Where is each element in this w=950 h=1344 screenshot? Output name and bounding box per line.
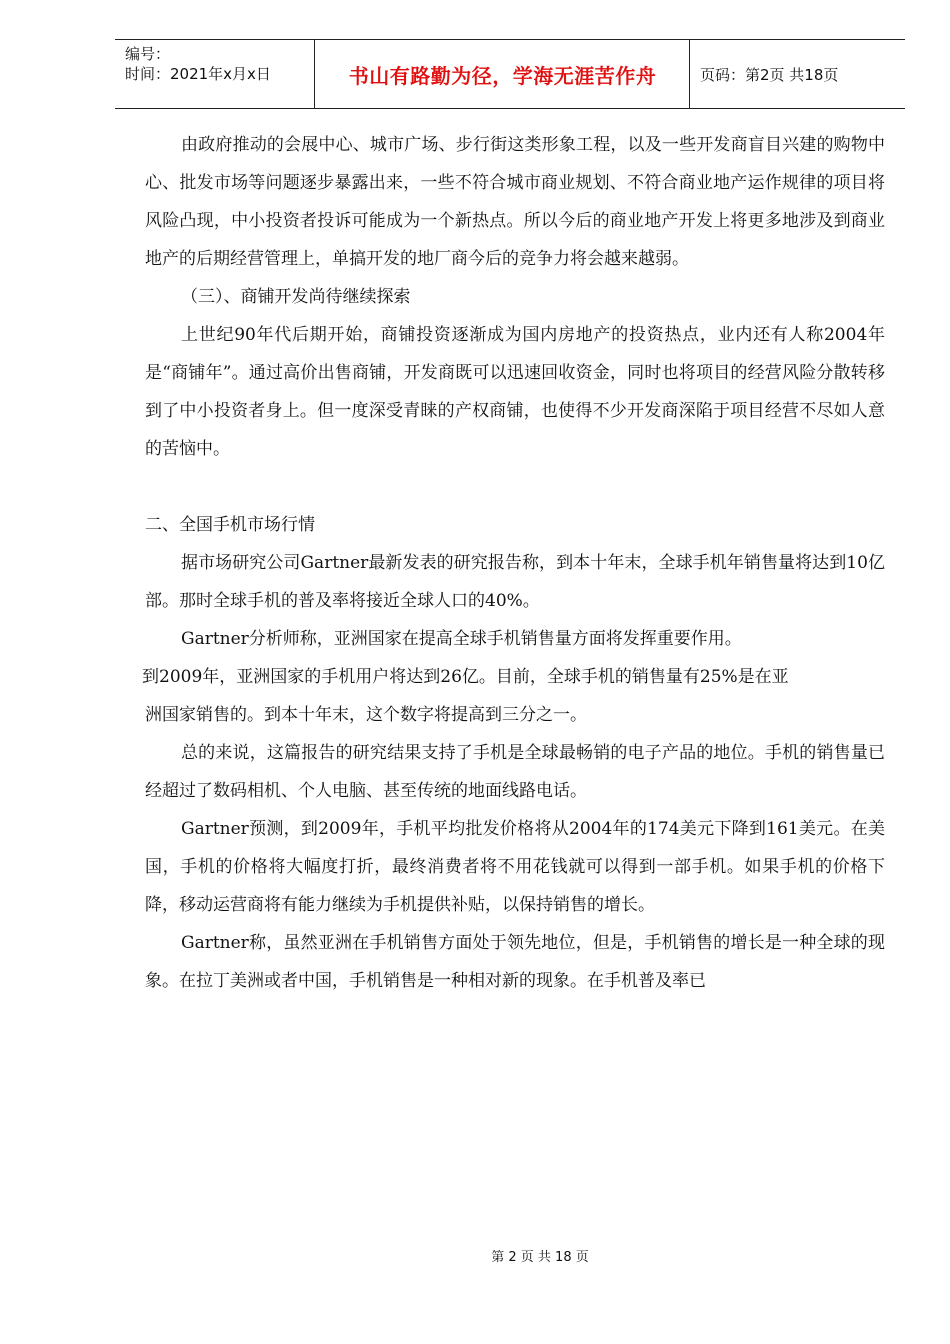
document-body (142, 126, 885, 1000)
header-meta (115, 40, 315, 108)
paragraph: 总的来说，这篇报告的研究结果支持了手机是全球最畅销的电子产品的地位。手机的销售量已经超过了数码相机、个人电脑、甚至传统的地面线路电话。 (145, 743, 885, 801)
page-header (115, 39, 905, 109)
paragraph: Gartner预测，到2009年，手机平均批发价格将从2004年的174美元下降到161美元。在美国，手机的价格将大幅度打折，最终消费者将不用花钱就可以得到一部手机。如果手机的价格下降，移动运营商将有能力继续为手机提供补贴，以保持销售的增长。 (145, 819, 885, 915)
subheading: （三）、商铺开发尚待继续探索 (181, 287, 411, 307)
time-label: 时间：2021年x月x日 (125, 65, 271, 83)
paragraph: 上世纪90年代后期开始，商铺投资逐渐成为国内房地产的投资热点，业内还有人称2004年是“商铺年”。通过高价出售商铺，开发商既可以迅速回收资金，同时也将项目的经营风险分散转移到了中小投资者身上。但一度深受青睐的产权商铺，也使得不少开发商深陷于项目经营不尽如人意的苦恼中。 (145, 325, 885, 459)
paragraph: Gartner分析师称，亚洲国家在提高全球手机销售量方面将发挥重要作用。 (181, 629, 742, 649)
header-motto: 书山有路勤为径，学海无涯苦作舟 (316, 40, 690, 108)
paragraph: 由政府推动的会展中心、城市广场、步行街这类形象工程，以及一些开发商盲目兴建的购物中心、批发市场等问题逐步暴露出来，一些不符合城市商业规划、不符合商业地产运作规律的项目将风险凸现，中小投资者投诉可能成为一个新热点。所以今后的商业地产开发上将更多地涉及到商业地产的后期经营管理上，单搞开发的地厂商今后的竞争力将会越来越弱。 (145, 135, 885, 269)
paragraph: 据市场研究公司Gartner最新发表的研究报告称，到本十年末，全球手机年销售量将达到10亿部。那时全球手机的普及率将接近全球人口的40%。 (145, 553, 885, 611)
section-heading: 二、全国手机市场行情 (145, 515, 315, 535)
paragraph-line: 到2009年，亚洲国家的手机用户将达到26亿。目前，全球手机的销售量有25%是在亚 (142, 667, 789, 687)
header-page-info: 页码：第2页 共18页 (700, 65, 839, 84)
page-footer (0, 1246, 950, 1265)
doc-number-label: 编号： (125, 45, 171, 63)
footer-page-number: 第 2 页 共 18 页 (491, 1250, 589, 1265)
spacer (145, 468, 885, 506)
paragraph-line: 洲国家销售的。到本十年末，这个数字将提高到三分之一。 (145, 705, 587, 725)
paragraph: Gartner称，虽然亚洲在手机销售方面处于领先地位，但是，手机销售的增长是一种全球的现象。在拉丁美洲或者中国，手机销售是一种相对新的现象。在手机普及率已 (145, 933, 885, 991)
